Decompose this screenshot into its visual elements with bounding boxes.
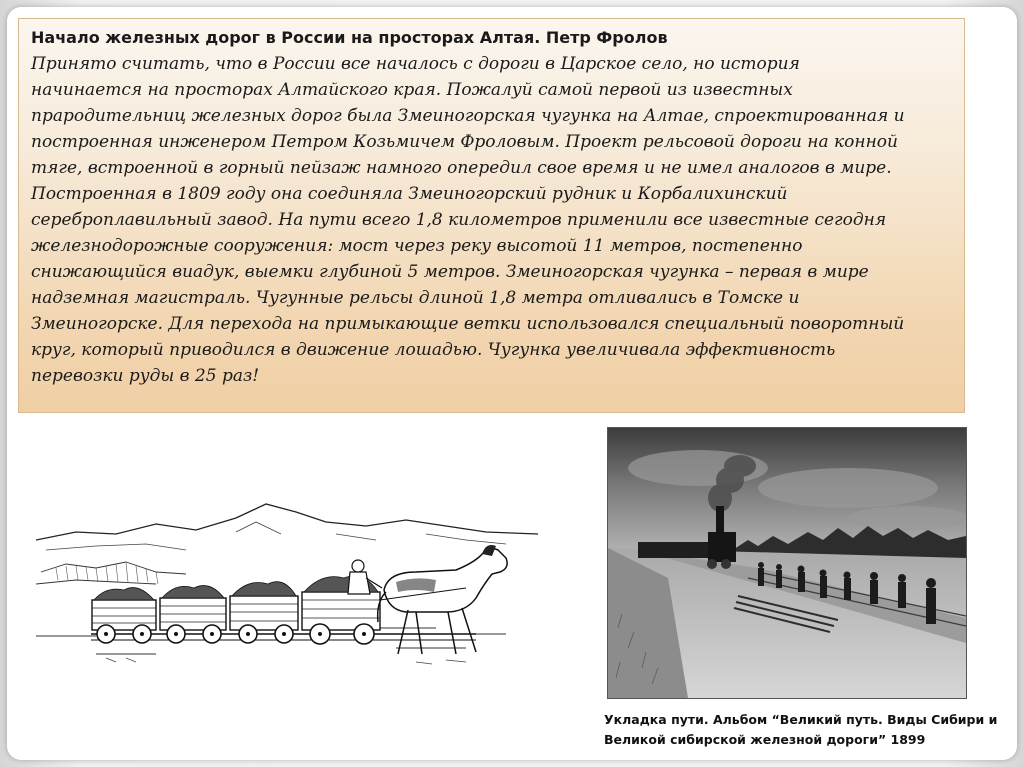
slide-title: Начало железных дорог в России на просторах Алтая. Петр Фролов — [31, 28, 668, 47]
body-line: снижающийся виадук, выемки глубиной 5 метров. Змеиногорская чугунка – первая в мире — [31, 262, 869, 282]
body-line: построенная инженером Петром Козьмичем Фроловым. Проект рельсовой дороги на конной — [31, 132, 898, 152]
body-line: надземная магистраль. Чугунные рельсы длиной 1,8 метра отливались в Томске и — [31, 288, 800, 308]
body-line: круг, который приводился в движение лошадью. Чугунка увеличивала эффективность — [31, 340, 836, 360]
caption-line: Укладка пути. Альбом “Великий путь. Виды Сибири и — [604, 712, 998, 727]
body-line: начинается на просторах Алтайского края. Пожалуй самой первой из известных — [31, 80, 793, 100]
track-laying-photo-image — [607, 427, 967, 699]
photo-caption — [604, 710, 1004, 750]
body-line: перевозки руды в 25 раз! — [31, 366, 260, 386]
body-line: прародительниц железных дорог была Змеиногорская чугунка на Алтае, спроектированная и — [31, 106, 905, 126]
caption-line: Великой сибирской железной дороги” 1899 — [604, 732, 926, 747]
body-line: Построенная в 1809 году она соединяла Змеиногорский рудник и Корбалихинский — [31, 184, 788, 204]
body-line: Змеиногорске. Для перехода на примыкающие ветки использовался специальный поворотный — [31, 314, 905, 334]
body-line: Принято считать, что в России все началось с дороги в Царское село, но история — [31, 54, 800, 74]
body-line: железнодорожные сооружения: мост через реку высотой 11 метров, постепенно — [31, 236, 803, 256]
horse-wagon-sketch-image — [36, 422, 538, 744]
body-line: тяге, встроенной в горный пейзаж намного опередил свое время и не имел аналогов в мире. — [31, 158, 892, 178]
body-line: сереброплавильный завод. На пути всего 1,8 километров применили все известные сегодня — [31, 210, 887, 230]
body-paragraph — [31, 51, 954, 389]
text-panel — [18, 18, 965, 413]
